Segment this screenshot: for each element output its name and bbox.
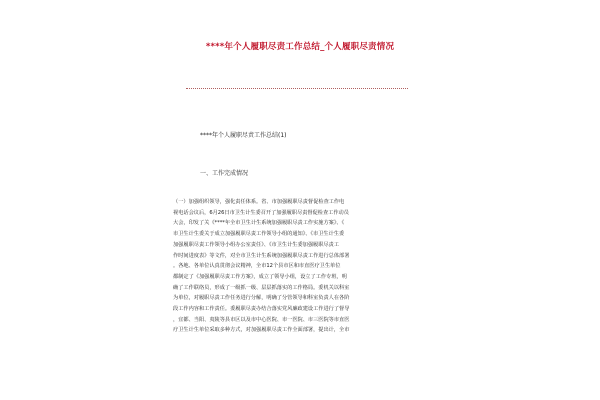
document-title: ****年个人履职尽责工作总结_个人履职尽责情况 [205, 42, 395, 52]
section-heading: ****年个人履职尽责工作总结(1) [200, 132, 287, 139]
body-line: 确了工作联络员，形成了一级抓一级、层层抓落实的工作格局。委机关以科室 [173, 284, 350, 291]
body-line: 都制定了《加强履职尽责工作方案》，成立了领导小组，设立了工作专班，明 [173, 273, 347, 280]
body-line: （一）加强组织领导，强化责任体系。省、市加强履职尽责督促检查工作电 [173, 199, 345, 205]
body-line: 。各地、各单位认真贯彻会议精神，全市12个县市区和市直医疗卫生单位 [173, 263, 341, 270]
body-line: 加强履职尽责工作领导小组办公室责任》、《市卫生计生委加强履职尽责工 [173, 241, 339, 248]
body-line: 作时间进度表》等文件，对全市卫生计生系统加强履职尽责工作进行总体部署 [173, 252, 350, 259]
body-line: 市卫生计生委关于成立加强履职尽责工作领导小组的通知》、《市卫生计生委 [173, 231, 345, 238]
body-line: ，宜都、当阳、夷陵等县市区以及市中心医院、市一医院、市三医院等市直医 [173, 316, 350, 323]
title-divider [186, 88, 408, 89]
subheading-work-completion: 一、工作完成情况 [200, 170, 249, 177]
body-line: 疗卫生计生单位采取多种方式，对加强履职尽责工作全面部署，提出计，全市 [173, 327, 350, 334]
body-line: 大会，印发了关《****年全市卫生计生系统加强履职尽责工作实施方案》、《 [173, 220, 345, 227]
body-line: 段工作内容和工作责任。委履职尽责办结合落实党风廉政建设工作进行了督导 [173, 306, 350, 313]
body-line: 为单位，对履职尽责工作任务进行分解，明确了分管领导和科室负责人在各阶 [173, 295, 350, 302]
body-line: 视电话会议后，6月26日市卫生计生委召开了加强履职尽责督促检查工作动员 [173, 209, 349, 216]
body-paragraph [173, 197, 425, 336]
